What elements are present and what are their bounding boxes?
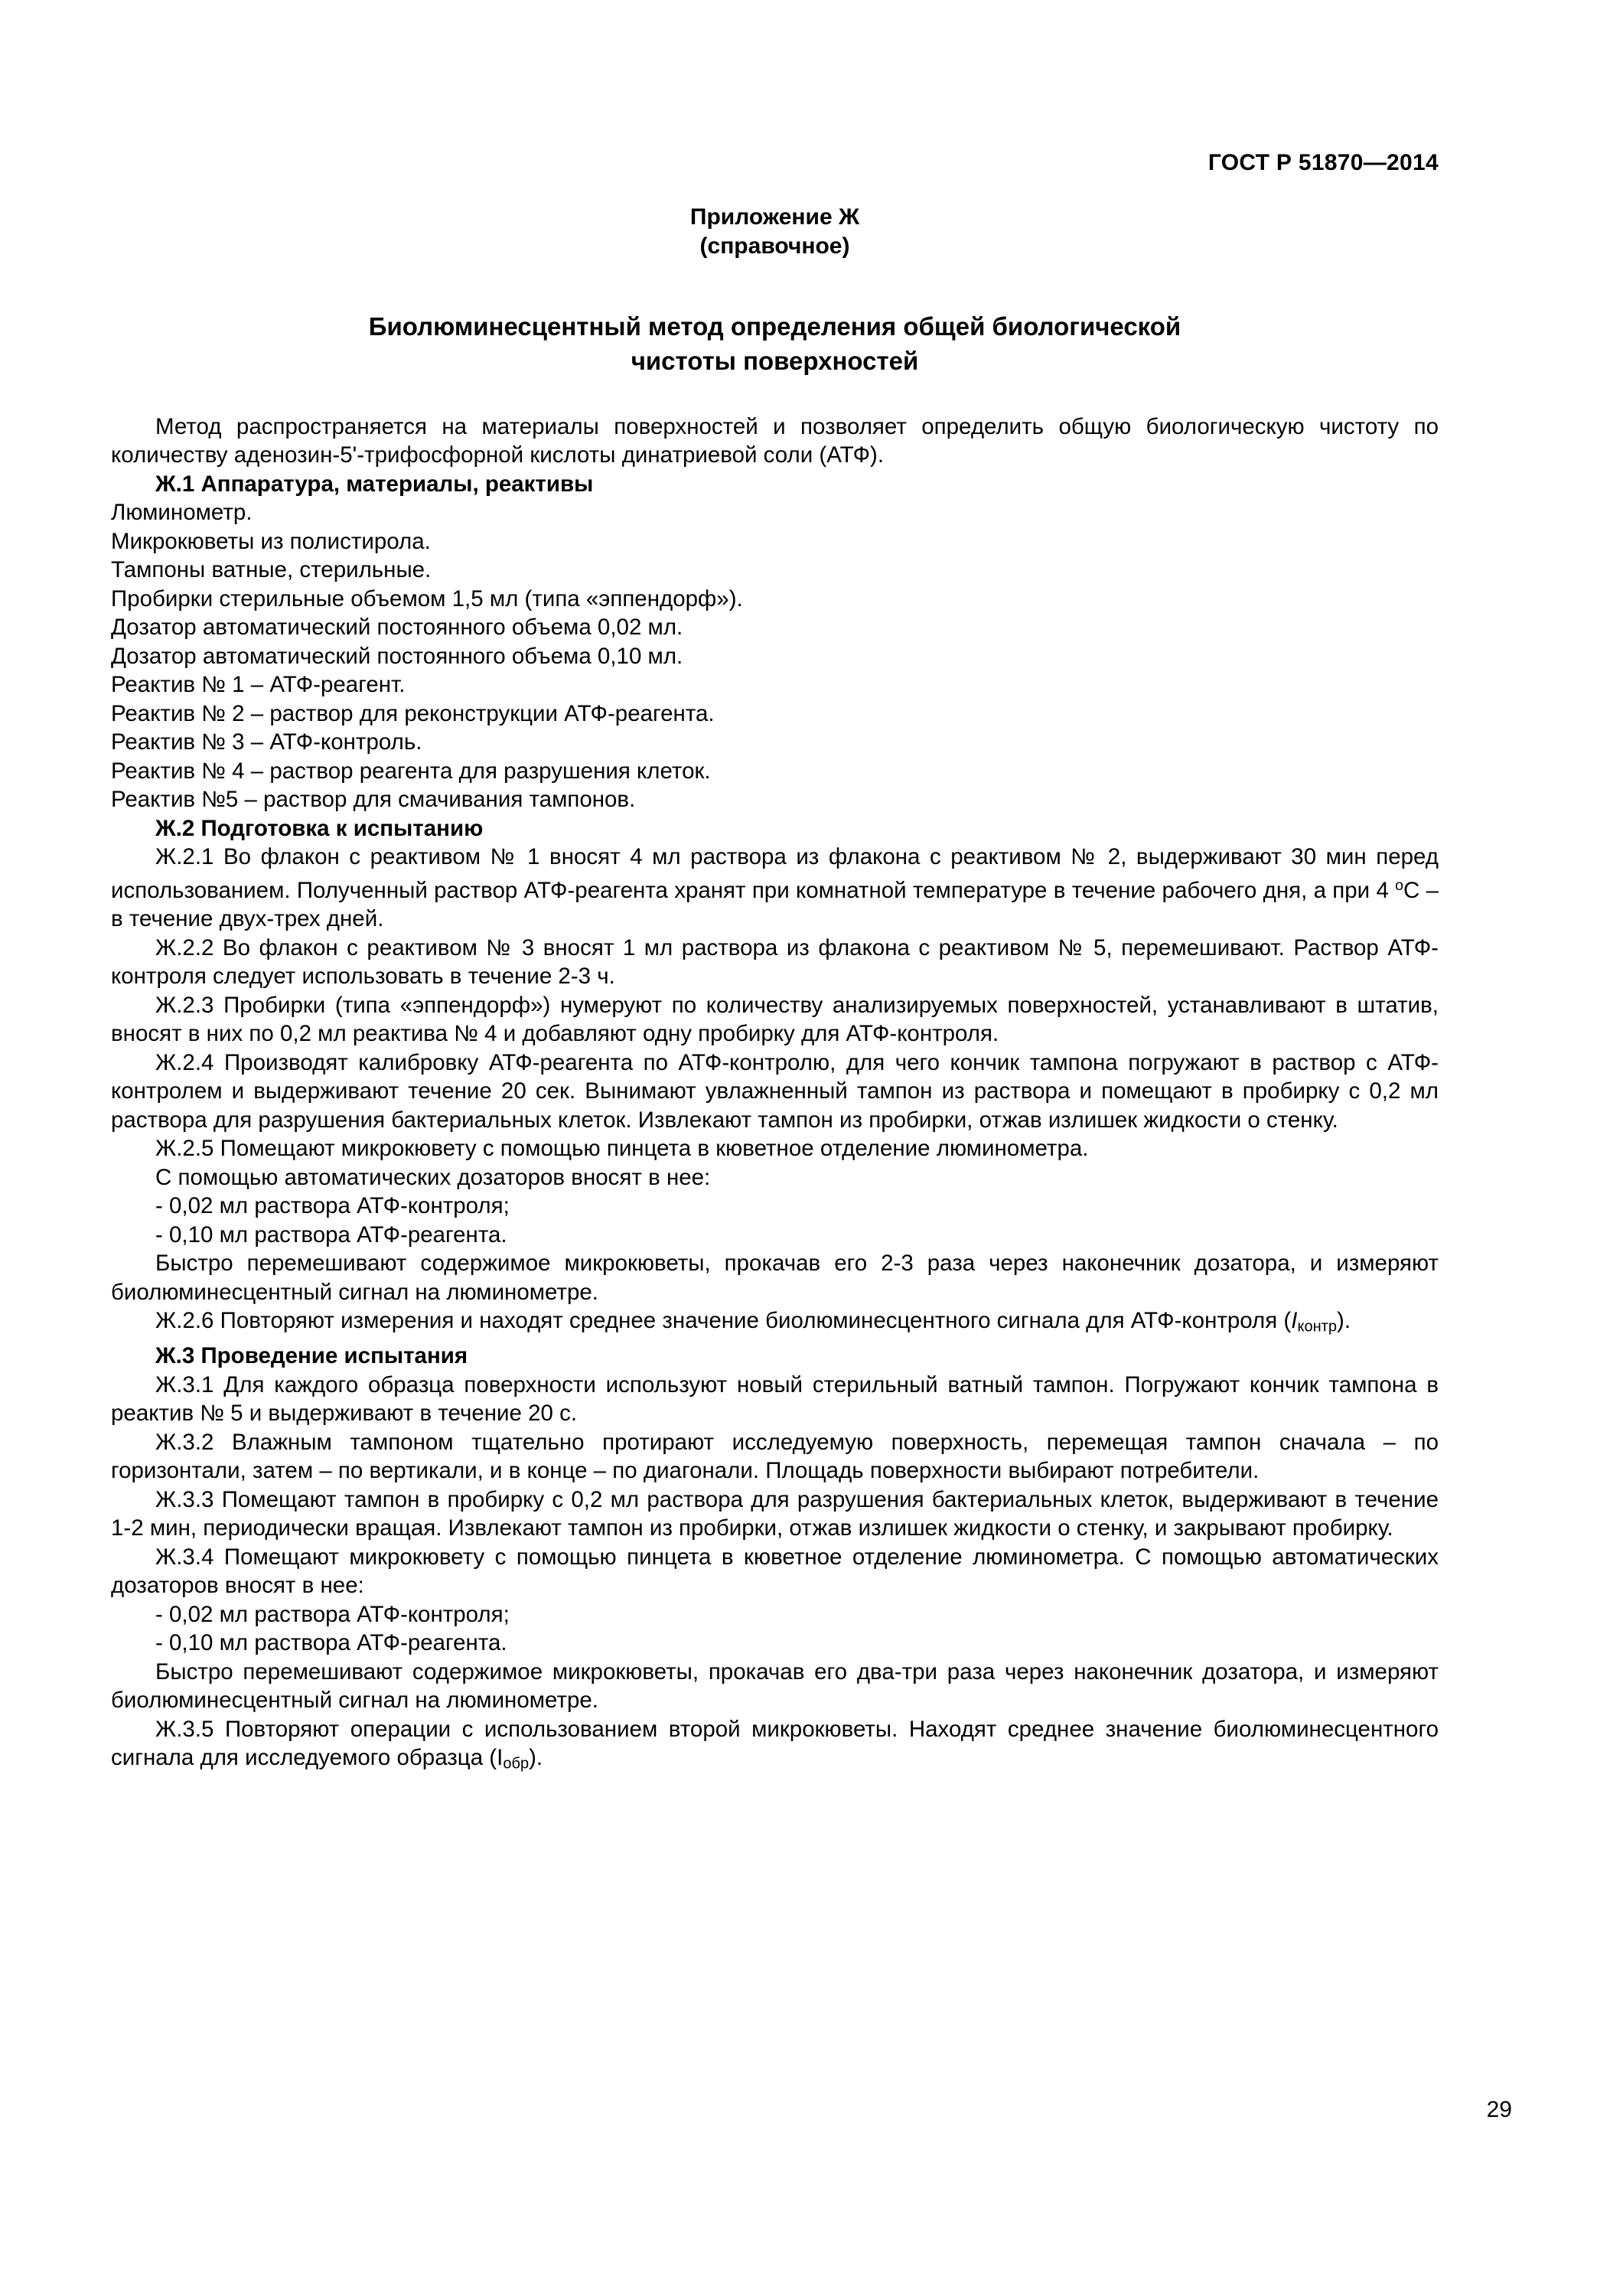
paragraph-j3-3: Ж.3.3 Помещают тампон в пробирку с 0,2 мл раствора для разрушения бактериальных клеток, выдерживают в течение 1-2 мин, периодически вращая. Извлекают тампон из пробирки, отжав излишек жидкости о стенку, и закрывают пробирку.: [111, 1486, 1439, 1541]
paragraph-j2-1-text-b: С – в течение двух-трех дней.: [111, 877, 1439, 932]
bullet-item: - 0,02 мл раствора АТФ-контроля;: [155, 1193, 510, 1219]
section-heading-j3: Ж.3 Проведение испытания: [155, 1343, 468, 1369]
bullet-item: - 0,02 мл раствора АТФ-контроля;: [155, 1601, 510, 1627]
paragraph-j3-4-tail: Быстро перемешивают содержимое микрокюветы, прокачав его два-три раза через наконечник дозатора, и измеряют биолюминесцентный сигнал на люминометре.: [111, 1658, 1439, 1714]
intro-paragraph: Метод распространяется на материалы поверхностей и позволяет определить общую биологическую чистоту по количеству аденозин-5'-трифосфорной кислоты динатриевой соли (АТФ).: [111, 413, 1439, 468]
paragraph-j2-3: Ж.2.3 Пробирки (типа «эппендорф») нумеруют по количеству анализируемых поверхностей, устанавливают в штатив, вносят в них по 0,2 мл реактива № 4 и добавляют одну пробирку для АТФ-контроля.: [111, 992, 1439, 1047]
paragraph-j3-2: Ж.3.2 Влажным тампоном тщательно протирают исследуемую поверхность, перемещая тампон сначала – по горизонтали, затем – по вертикали, и в конце – по диагонали. Площадь поверхности выбирают потребители.: [111, 1429, 1439, 1484]
bullet-item: - 0,10 мл раствора АТФ-реагента.: [155, 1221, 507, 1247]
list-item: Тампоны ватные, стерильные.: [111, 557, 432, 583]
list-item: Дозатор автоматический постоянного объема 0,10 мл.: [111, 643, 683, 669]
list-item: Микрокюветы из полистирола.: [111, 528, 431, 554]
paragraph-j3-5-text-b: ).: [529, 1745, 543, 1771]
annex-label: Приложение Ж: [689, 204, 860, 230]
list-item: Реактив № 1 – АТФ-реагент.: [111, 672, 406, 698]
page-content: [111, 0, 1439, 1779]
list-item: Люминометр.: [111, 500, 253, 526]
list-item: Реактив № 3 – АТФ-контроль.: [111, 729, 422, 755]
list-item: Реактив № 2 – раствор для реконструкции АТФ-реагента.: [111, 700, 715, 726]
paragraph-j2-6-text-b: ).: [1337, 1308, 1351, 1334]
bullet-item: - 0,10 мл раствора АТФ-реагента.: [155, 1630, 507, 1656]
paragraph-j2-6: [111, 1306, 1439, 1342]
degree-symbol: о: [1395, 876, 1403, 894]
section-heading-j2: Ж.2 Подготовка к испытанию: [155, 815, 484, 841]
page-number: 29: [1486, 2097, 1512, 2122]
standard-number-header: ГОСТ Р 51870—2014: [1207, 150, 1439, 175]
list-item: Дозатор автоматический постоянного объема 0,02 мл.: [111, 615, 683, 641]
paragraph-j3-1: Ж.3.1 Для каждого образца поверхности используют новый стерильный ватный тампон. Погружают кончик тампона в реактив № 5 и выдерживают в течение 20 с.: [111, 1371, 1439, 1427]
subscript-kontr: контр: [1297, 1318, 1337, 1336]
document-body: [111, 413, 1439, 1779]
subscript-obr: обр: [503, 1755, 530, 1773]
paragraph-j2-1-text-a: Ж.2.1 Во флакон с реактивом № 1 вносят 4 мл раствора из флакона с реактивом № 2, выдерживают 30 мин перед использованием. Полученный раствор АТФ-реагента хранят при комнатной температуре в течение рабочего дня, а при 4: [111, 844, 1439, 903]
paragraph-j3-5: [111, 1715, 1439, 1779]
paragraph-j2-5: Ж.2.5 Помещают микрокювету с помощью пинцета в кюветное отделение люминометра.: [155, 1136, 1089, 1162]
annex-title-block: [111, 203, 1439, 262]
paragraph-j2-1: [111, 843, 1439, 934]
paragraph-j2-4: Ж.2.4 Производят калибровку АТФ-реагента по АТФ-контролю, для чего кончик тампона погружают в раствор с АТФ-контролем и выдерживают течение 20 сек. Вынимают увлажненный тампон из раствора и помещают в пробирку с 0,2 мл раствора для разрушения бактериальных клеток. Извлекают тампон из пробирки, отжав излишек жидкости о стенку.: [111, 1049, 1439, 1133]
symbol-i-sample: I: [497, 1745, 504, 1771]
symbol-i-control: I: [1291, 1308, 1298, 1334]
paragraph-j3-5-text-a: Ж.3.5 Повторяют операции с использованием второй микрокюветы. Находят среднее значение биолюминесцентного сигнала для исследуемого образца (: [111, 1716, 1439, 1771]
page-title-line-2: чистоты поверхностей: [631, 347, 919, 376]
list-item: Пробирки стерильные объемом 1,5 мл (типа «эппендорф»).: [111, 585, 743, 612]
page-title: [111, 309, 1439, 379]
paragraph-j2-5-lead: С помощью автоматических дозаторов вносят в нее:: [155, 1164, 711, 1190]
annex-kind: (справочное): [699, 233, 850, 259]
paragraph-j2-5-tail: Быстро перемешивают содержимое микрокюветы, прокачав его 2-3 раза через наконечник дозатора, и измеряют биолюминесцентный сигнал на люминометре.: [111, 1251, 1439, 1305]
list-item: Реактив № 4 – раствор реагента для разрушения клеток.: [111, 758, 711, 784]
page-title-line-1: Биолюминесцентный метод определения общей биологической: [368, 311, 1181, 341]
list-item: Реактив №5 – раствор для смачивания тампонов.: [111, 787, 636, 813]
paragraph-j2-2: Ж.2.2 Во флакон с реактивом № 3 вносят 1 мл раствора из флакона с реактивом № 5, перемешивают. Раствор АТФ-контроля следует использовать в течение 2-3 ч.: [111, 934, 1439, 990]
section-heading-j1: Ж.1 Аппаратура, материалы, реактивы: [155, 471, 594, 497]
paragraph-j3-4: Ж.3.4 Помещают микрокювету с помощью пинцета в кюветное отделение люминометра. С помощью автоматических дозаторов вносят в нее:: [111, 1544, 1439, 1599]
paragraph-j2-6-text-a: Ж.2.6 Повторяют измерения и находят среднее значение биолюминесцентного сигнала для АТФ-контроля (: [155, 1308, 1292, 1334]
